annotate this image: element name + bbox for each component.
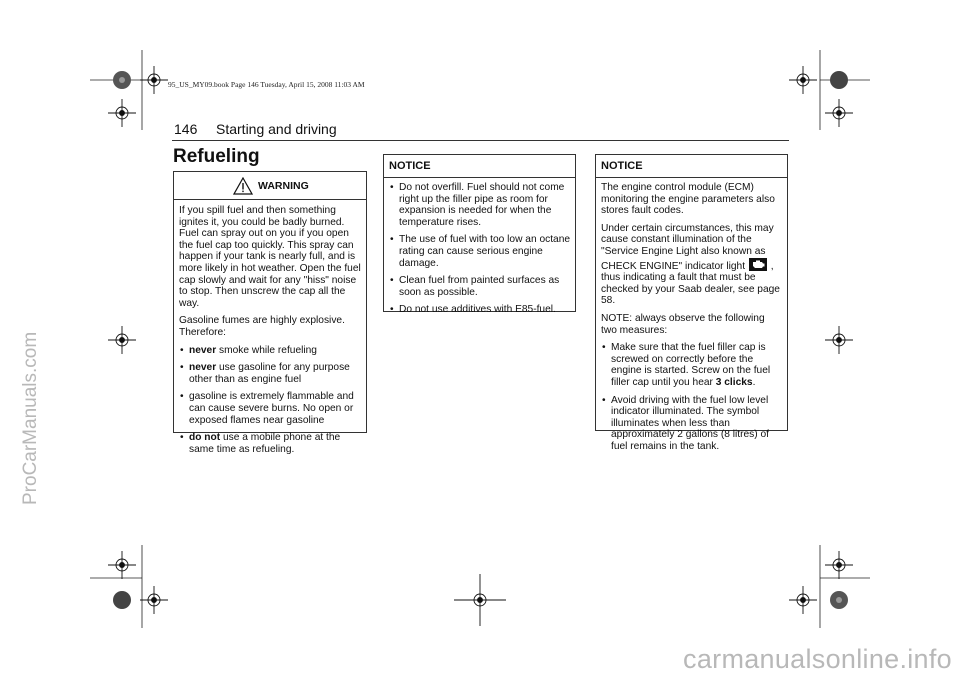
notice-paragraph-2-end: , thus indicating a fault that must be checked by your Saab dealer, see page 58. [601, 260, 780, 307]
warning-list [179, 345, 362, 456]
list-item-text: use gasoline for any purpose other than as engine fuel [189, 362, 350, 385]
warning-box [173, 171, 367, 455]
notice-paragraph-2-start: Under certain circumstances, this may cause constant illumination of the "Service Engine Light also known as CHECK ENGINE" indicator light [601, 222, 774, 272]
list-item: • The use of fuel with too low an octane rating can cause serious engine damage. [389, 234, 571, 269]
notice-heading: NOTICE [601, 160, 643, 172]
list-item: • Do not use additives with E85-fuel. [389, 304, 571, 316]
list-item-bold: 3 clicks [715, 376, 753, 388]
notice-heading: NOTICE [389, 160, 431, 172]
notice-paragraph-3: NOTE: always observe the following two measures: [601, 312, 765, 336]
list-item: • Clean fuel from painted surfaces as soon as possible. [389, 275, 571, 298]
list-item-bold: never [189, 344, 217, 356]
page-title: Refueling [173, 146, 260, 167]
notice-header-2 [596, 155, 787, 178]
notice-paragraph-1: The engine control module (ECM) monitoring the engine parameters also stores fault codes. [601, 182, 775, 217]
list-item [179, 432, 362, 455]
list-item [179, 345, 362, 357]
warning-triangle-icon [233, 177, 253, 195]
list-item-text: use a mobile phone at the same time as refueling. [189, 432, 341, 455]
list-item-bold: never [189, 362, 217, 374]
warning-paragraph-2: Gasoline fumes are highly explosive. Therefore: [179, 315, 345, 338]
warning-heading: WARNING [258, 180, 309, 192]
side-watermark: ProCarManuals.com [20, 331, 41, 505]
header-rule [172, 140, 789, 141]
list-item-text: gasoline is extremely flammable and can cause severe burns. No open or exposed flames near gasoline [189, 391, 354, 426]
print-file-info: 95_US_MY09.book Page 146 Tuesday, April 15, 2008 11:03 AM [168, 80, 365, 89]
list-item: • Do not overfill. Fuel should not come right up the filler pipe as room for expansion is needed for when the temperature rises. [389, 182, 571, 228]
warning-paragraph-1: If you spill fuel and then something ignites it, you could be badly burned. Fuel can spray out on you if you open the fuel cap too quickly. This spray can happen if your tank is nearly full, and is more likely in hot weather. Open the fuel cap slowly and wait for any "hiss" noise to stop. Then unscrew the cap all the way. [179, 205, 361, 309]
bottom-watermark: carmanualsonline.info [683, 644, 952, 674]
list-item-text: Make sure that the fuel filler cap is screwed on correctly before the engine is started. Screw on the fuel filler cap until you hear [611, 342, 771, 388]
list-item [179, 362, 362, 385]
list-item: • Avoid driving with the fuel low level indicator illuminated. The symbol illuminates when less than approximately 2 gallons (8 litres) of fuel remains in the tank. [601, 395, 783, 453]
list-item [179, 391, 362, 426]
notice-box-2 [595, 154, 788, 452]
notice-box-1 [383, 154, 576, 316]
list-item [601, 342, 783, 388]
list-item-text: smoke while refueling [216, 344, 317, 356]
list-item-text: . [752, 376, 756, 388]
notice-list-2 [601, 342, 783, 452]
warning-header [174, 172, 366, 200]
notice-paragraph-2 [601, 223, 783, 307]
list-item-bold: do not [189, 432, 221, 444]
notice-list-1 [389, 182, 571, 316]
section-title: Starting and driving [216, 121, 337, 137]
page-number: 146 [174, 121, 198, 137]
check-engine-icon [749, 258, 767, 271]
notice-header-1 [384, 155, 575, 178]
